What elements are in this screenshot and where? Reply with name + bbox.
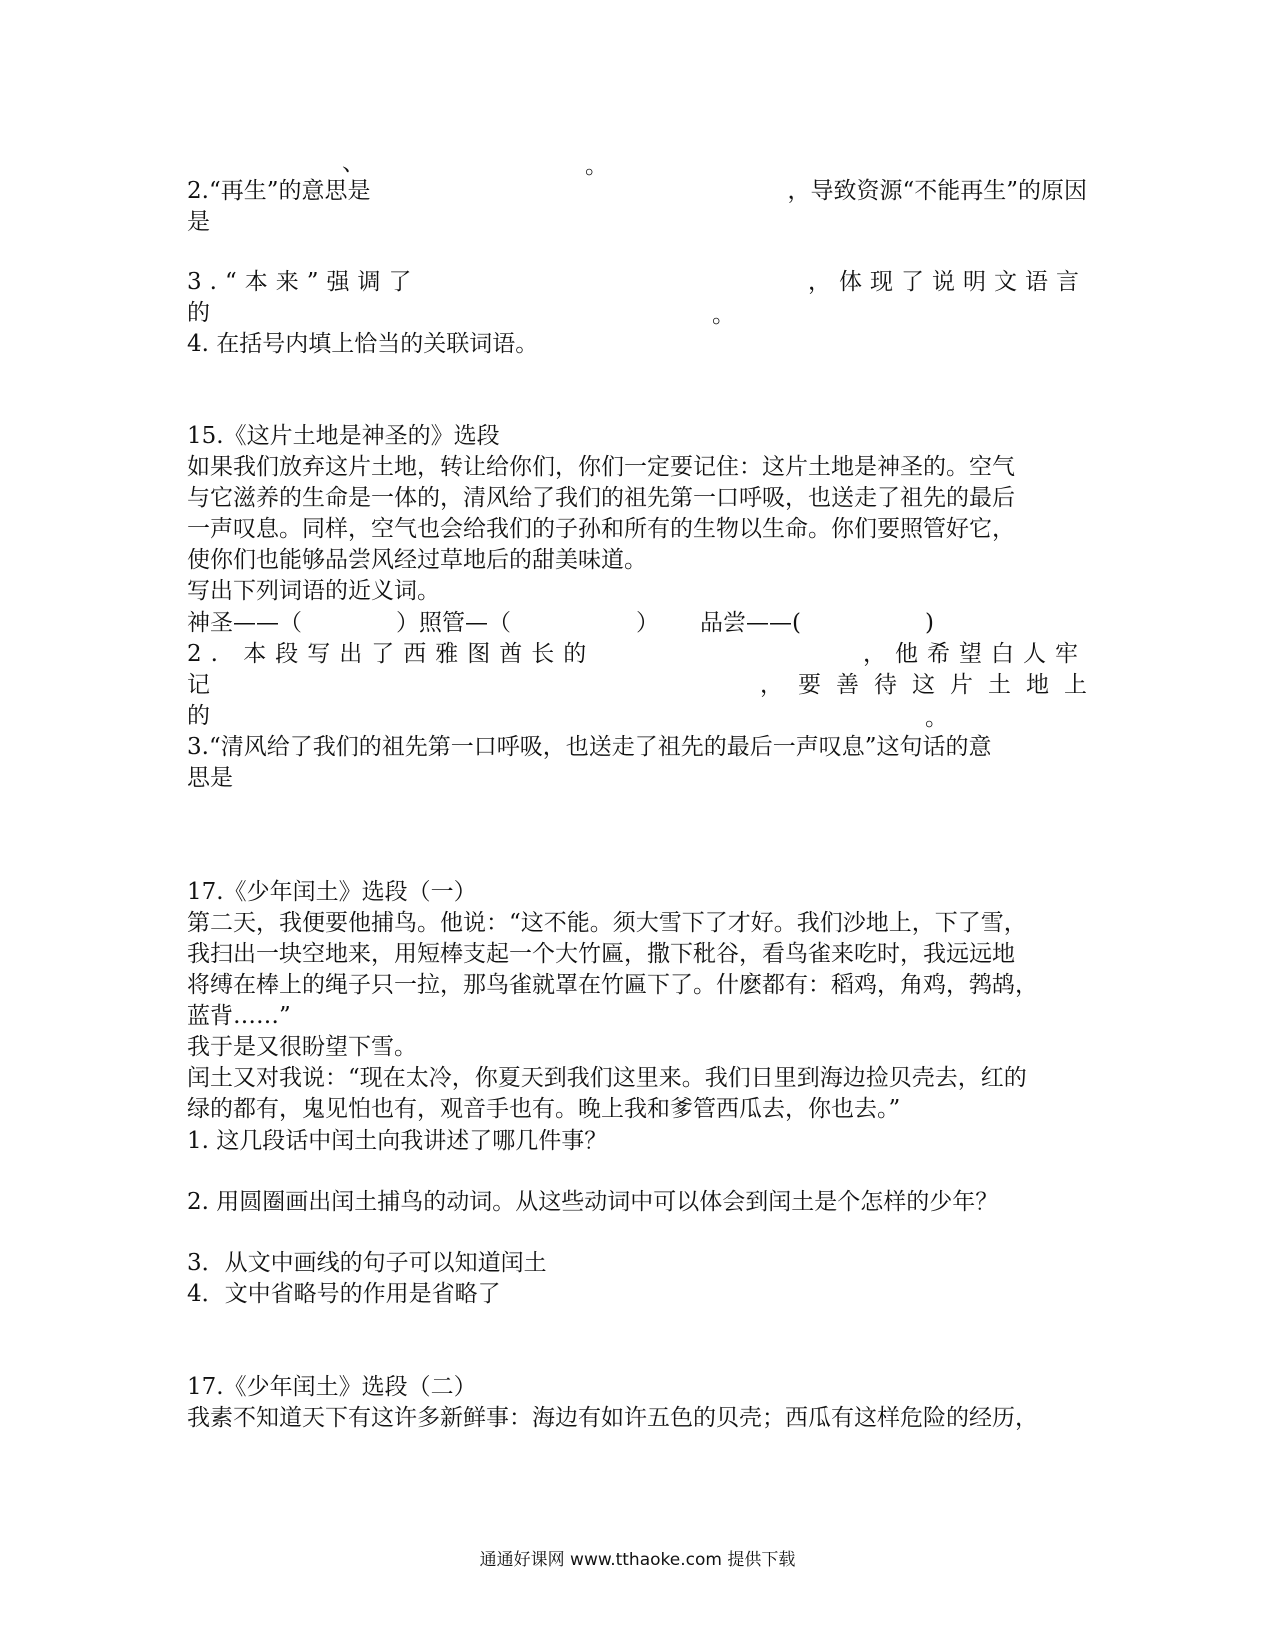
- sec17b-p1: 我素不知道天下有这许多新鲜事：海边有如许五色的贝壳；西瓜有这样危险的经历，: [187, 1405, 1038, 1431]
- q14-2-a: 2.“再生”的意思是: [187, 178, 371, 204]
- sec15-p2: 与它滋养的生命是一体的，清风给了我们的祖先第一口呼吸，也送走了祖先的最后: [187, 485, 1015, 511]
- q14-2-line: [187, 176, 1087, 207]
- q15-2-d: ，要善待这片土地上: [760, 672, 1102, 698]
- sec17a-q3: 3．从文中画线的句子可以知道闰土: [187, 1250, 547, 1276]
- sec17a-p6: 闰土又对我说：“现在太冷，你夏天到我们这里来。我们日里到海边捡贝壳去，红的: [187, 1065, 1027, 1091]
- sec15-p1: 如果我们放弃这片土地，转让给你们，你们一定要记住：这片土地是神圣的。空气: [187, 454, 1015, 480]
- q15-2-e: 的: [187, 703, 210, 729]
- sec17a-p1: 第二天，我便要他捕鸟。他说：“这不能。须大雪下了才好。我们沙地上，下了雪，: [187, 910, 1027, 936]
- q14-3-a: 3.“本来”强调了: [187, 269, 420, 295]
- page-footer: 通通好课网 www.tthaoke.com 提供下载: [479, 1550, 796, 1570]
- q14-2-b: ，导致资源“不能再生”的原因: [787, 178, 1087, 204]
- q15-2-c: 记: [187, 672, 210, 698]
- sec17a-p3: 将缚在棒上的绳子只一拉，那鸟雀就罩在竹匾下了。什麽都有：稻鸡，角鸡，鹁鸪，: [187, 972, 1038, 998]
- synonym-2: ）照管—（: [396, 610, 511, 636]
- dunhao-mark: 、: [342, 150, 365, 176]
- sec17b-title: 17.《少年闰土》选段（二）: [187, 1374, 477, 1400]
- q15-2-line1: [187, 639, 1087, 670]
- sec15-title: 15.《这片土地是神圣的》选段: [187, 423, 500, 449]
- synonym-3: 品尝——(: [700, 610, 801, 636]
- sec17a-q4: 4．文中省略号的作用是省略了: [187, 1281, 501, 1307]
- sec17a-p5: 我于是又很盼望下雪。: [187, 1034, 417, 1060]
- q14-2-c: 是: [187, 209, 210, 235]
- q15-2-b: ，他希望白人牢: [863, 641, 1087, 667]
- period-mark: 。: [585, 153, 608, 179]
- sec15-q1: 写出下列词语的近义词。: [187, 578, 440, 604]
- q15-2-end: 。: [925, 705, 948, 731]
- sec17a-p4: 蓝背……”: [187, 1003, 291, 1029]
- q15-3-a: 3.“清风给了我们的祖先第一口呼吸，也送走了祖先的最后一声叹息”这句话的意: [187, 734, 992, 760]
- synonym-1: 神圣——（: [187, 610, 302, 636]
- synonym-2-end: ）: [636, 610, 659, 636]
- q15-2-a: 2. 本段写出了西雅图酋长的: [187, 641, 596, 667]
- q14-3-line: [187, 267, 1087, 298]
- sec17a-title: 17.《少年闰土》选段（一）: [187, 879, 477, 905]
- q14-3-b: ，体现了说明文语言: [808, 269, 1087, 295]
- sec17a-p2: 我扫出一块空地来，用短棒支起一个大竹匾，撒下秕谷，看鸟雀来吃时，我远远地: [187, 941, 1015, 967]
- q14-3-c: 的: [187, 300, 210, 326]
- synonym-3-end: ): [925, 610, 934, 636]
- sec17a-q1: 1. 这几段话中闰土向我讲述了哪几件事？: [187, 1128, 608, 1154]
- q15-3-b: 思是: [187, 765, 233, 791]
- sec17a-q2: 2. 用圆圈画出闰土捕鸟的动词。从这些动词中可以体会到闰土是个怎样的少年？: [187, 1189, 999, 1215]
- q15-2-line2: [187, 670, 1102, 701]
- sec15-p4: 使你们也能够品尝风经过草地后的甜美味道。: [187, 547, 647, 573]
- q14-4: 4. 在括号内填上恰当的关联词语。: [187, 331, 539, 357]
- sec15-p3: 一声叹息。同样，空气也会给我们的子孙和所有的生物以生命。你们要照管好它，: [187, 516, 1015, 542]
- q14-3-end: 。: [712, 302, 735, 328]
- sec17a-p7: 绿的都有，鬼见怕也有，观音手也有。晚上我和爹管西瓜去，你也去。”: [187, 1096, 901, 1122]
